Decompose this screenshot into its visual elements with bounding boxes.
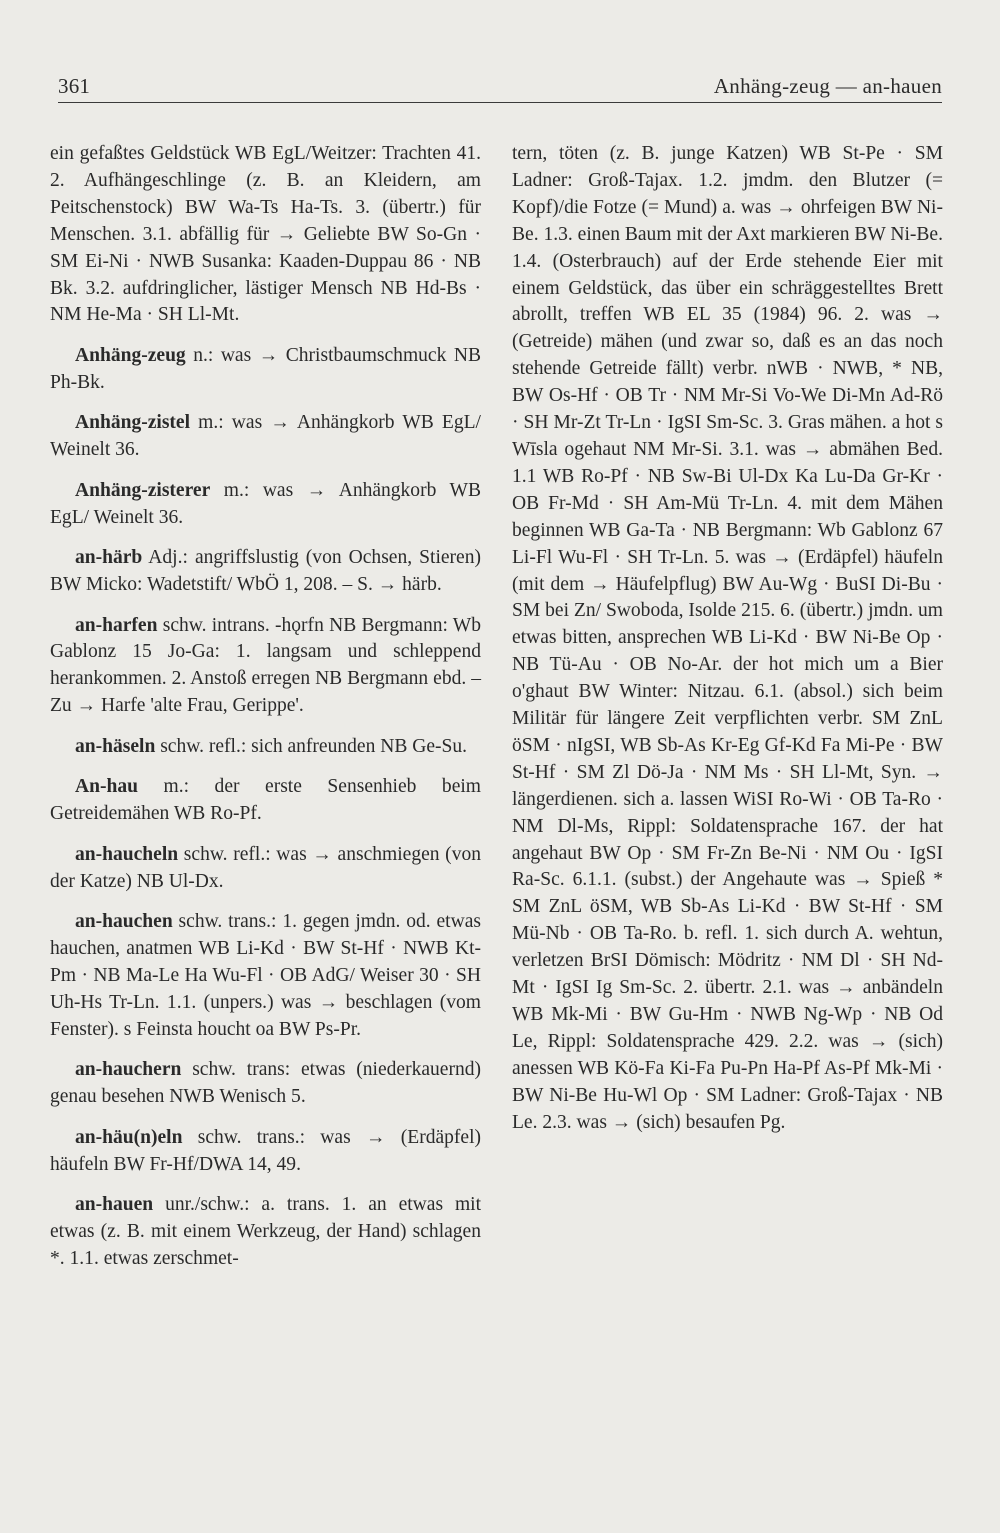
headword: an-hauen <box>75 1194 154 1216</box>
page-number: 361 <box>58 74 91 98</box>
entry-text: m.: der erste Sensenhieb beim Getreidemähen WB Ro-Pf. <box>50 776 481 825</box>
entry-text: schw. refl.: was → anschmiegen (von der Katze) NB Ul-Dx. <box>50 843 481 892</box>
continuation-text: ein gefaßtes Geldstück WB EgL/Weitzer: Trachten 41. 2. Aufhängeschlinge (z. B. an Kleidern, am Peitschenstock) BW Wa-Ts Ha-Ts. 3. (übertr.) für Menschen. 3.1. abfällig für → Geliebte BW So-Gn · SM Ei-Ni · NWB Susanka: Kaaden-Duppau 86 · NB Bk. 3.2. aufdringlicher, lästiger Mensch NB Hd-Bs · NM He-Ma · SH Ll-Mt. <box>50 143 481 326</box>
entry-text: schw. trans.: was → (Erdäpfel) häufeln BW Fr-Hf/DWA 14, 49. <box>50 1126 481 1175</box>
continuation-text: tern, töten (z. B. junge Katzen) WB St-Pe · SM Ladner: Groß-Tajax. 1.2. jmdm. den Blutzer (= Kopf)/die Fotze (= Mund) a. was → ohrfeigen BW Ni-Be. 1.3. einen Baum mit der Axt markieren BW Ni-Be. 1.4. (Osterbrauch) auf der Erde stehende Eier mit einem Geldstück, das über ein schräggestelltes Brett abrollt, treffen WB EL 35 (1984) 96. 2. was → (Getreide) mähen (und zwar so, daß es an das noch stehende Getreide fällt) verbr. nWB · NWB, * NB, BW Os-Hf · OB Tr · NM Mr-Si Vo-We Di-Mn Ad-Rö · SH Mr-Zt Tr-Ln · IgSI Sm-Sc. 3. Gras mähen. a hot s Wīsla ogehaut NM Mr-Si. 3.1. was → abmähen Bed. 1.1 WB Ro-Pf · NB Sw-Bi Ul-Dx Ka Lu-Da Gr-Kr · OB Fr-Md · SH Am-Mü Tr-Ln. 4. mit dem Mähen beginnen WB Ga-Ta · NB Bergmann: Wb Gablonz 67 Li-Fl Wu-Fl · SH Tr-Ln. 5. was → (Erdäpfel) häufeln (mit dem → Häufelpflug) BW Au-Wg · BuSI Di-Bu · SM bei Zn/ Swoboda, Isolde 215. 6. (übertr.) jmdn. um etwas bitten, ansprechen WB Li-Kd · BW Ni-Be Op · NB Tü-Au · OB No-Ar. der hot mich um a Bier o'ghaut BW Winter: Nitzau. 6.1. (absol.) sich beim Militär für längere Zeit verpflichten verbr. SM ZnL öSM · nIgSI, WB Sb-As Kr-Eg Gf-Kd Fa Mi-Pe · BW St-Hf · SM Zl Dö-Ja · NM Ms · SH Ll-Mt, Syn. → längerdienen. sich a. lassen WiSI Ro-Wi · OB Ta-Ro · NM Dl-Ms, Rippl: Soldatensprache 167. der hat angehaut BW Op · SM Fr-Zn Be-Ni · NM Ou · IgSI Ra-Sc. 6.1.1. (subst.) der Angehaute was → Spieß * SM ZnL öSM, WB Sb-As Li-Kd · BW St-Hf · SM Mü-Nb · OB Ta-Ro. b. refl. 1. sich durch A. wehtun, verletzen BrSI Dömisch: Mödritz · NM Dl · SH Nd-Mt · IgSI Ig Sm-Sc. 2. übertr. 2.1. was → anbändeln WB Mk-Mi · BW Gu-Hm · NWB Ng-Wp · NB Od Le, Rippl: Soldatensprache 429. 2.2. was → (sich) anessen WB Kö-Fa Ki-Fa Pu-Pn Ha-Pf As-Pf Mk-Mi · BW Ni-Be Hu-Wl Op · SM Ladner: Groß-Tajax · NB Le. 2.3. was → (sich) besaufen Pg. <box>512 143 943 1133</box>
left-column <box>50 141 481 1286</box>
entry-an-haeseln <box>50 734 481 761</box>
entry-an-hau <box>50 774 481 828</box>
headword: an-härb <box>75 547 143 569</box>
entry-an-hauchen <box>50 909 481 1044</box>
running-title: Anhäng-zeug — an-hauen <box>713 74 942 98</box>
right-column <box>512 141 943 1150</box>
entry-an-haeuneln <box>50 1125 481 1179</box>
entry-an-harfen <box>50 613 481 721</box>
headword: an-hauchern <box>75 1059 182 1081</box>
entry-anhaeng-zeug <box>50 343 481 397</box>
entry-an-hauchern <box>50 1057 481 1111</box>
entry-an-haucheln <box>50 842 481 896</box>
entry-text: m.: was → Anhängkorb WB EgL/ Weinelt 36. <box>50 412 481 461</box>
entry-anhaeng-zisterer <box>50 478 481 532</box>
headword: an-häu(n)eln <box>75 1126 183 1148</box>
continued-entry <box>50 141 481 329</box>
entry-text: schw. intrans. -hǫrfn NB Bergmann: Wb Gablonz 15 Jo-Ga: 1. langsam und schleppend herankommen. 2. Anstoß erregen NB Bergmann ebd. – Zu → Harfe 'alte Frau, Gerippe'. <box>50 614 481 717</box>
entry-text: unr./schw.: a. trans. 1. an etwas mit etwas (z. B. mit einem Werkzeug, der Hand) schlagen *. 1.1. etwas zerschmet- <box>50 1194 481 1269</box>
headword: An-hau <box>75 776 138 798</box>
headword: Anhäng-zeug <box>75 344 186 366</box>
continued-entry-an-hauen <box>512 141 943 1137</box>
headword: an-haucheln <box>75 843 179 865</box>
entry-text: Adj.: angriffslustig (von Ochsen, Stieren) BW Micko: Wadetstift/ WbÖ 1, 208. – S. → härb. <box>50 547 481 596</box>
page-header <box>58 72 942 103</box>
headword: an-häseln <box>75 735 156 757</box>
entry-anhaeng-zistel <box>50 410 481 464</box>
headword: Anhäng-zistel <box>75 412 191 434</box>
entry-text: n.: was → Christbaumschmuck NB Ph-Bk. <box>50 344 481 393</box>
entry-text: m.: was → Anhängkorb WB EgL/ Weinelt 36. <box>50 479 481 528</box>
headword: Anhäng-zisterer <box>75 479 211 501</box>
entry-an-hauen <box>50 1192 481 1273</box>
headword: an-hauchen <box>75 911 173 933</box>
entry-text: schw. trans.: 1. gegen jmdn. od. etwas hauchen, anatmen WB Li-Kd · BW St-Hf · NWB Kt-Pm · NB Ma-Le Ha Wu-Fl · OB AdG/ Weiser 30 · SH Uh-Hs Tr-Ln. 1.1. (unpers.) was → beschlagen (vom Fenster). s Feinsta houcht oa BW Ps-Pr. <box>50 911 481 1040</box>
headword: an-harfen <box>75 614 158 636</box>
entry-text: schw. refl.: sich anfreunden NB Ge-Su. <box>155 735 468 757</box>
entry-text: schw. trans: etwas (niederkauernd) genau besehen NWB Wenisch 5. <box>50 1059 481 1108</box>
entry-an-haerb <box>50 545 481 599</box>
